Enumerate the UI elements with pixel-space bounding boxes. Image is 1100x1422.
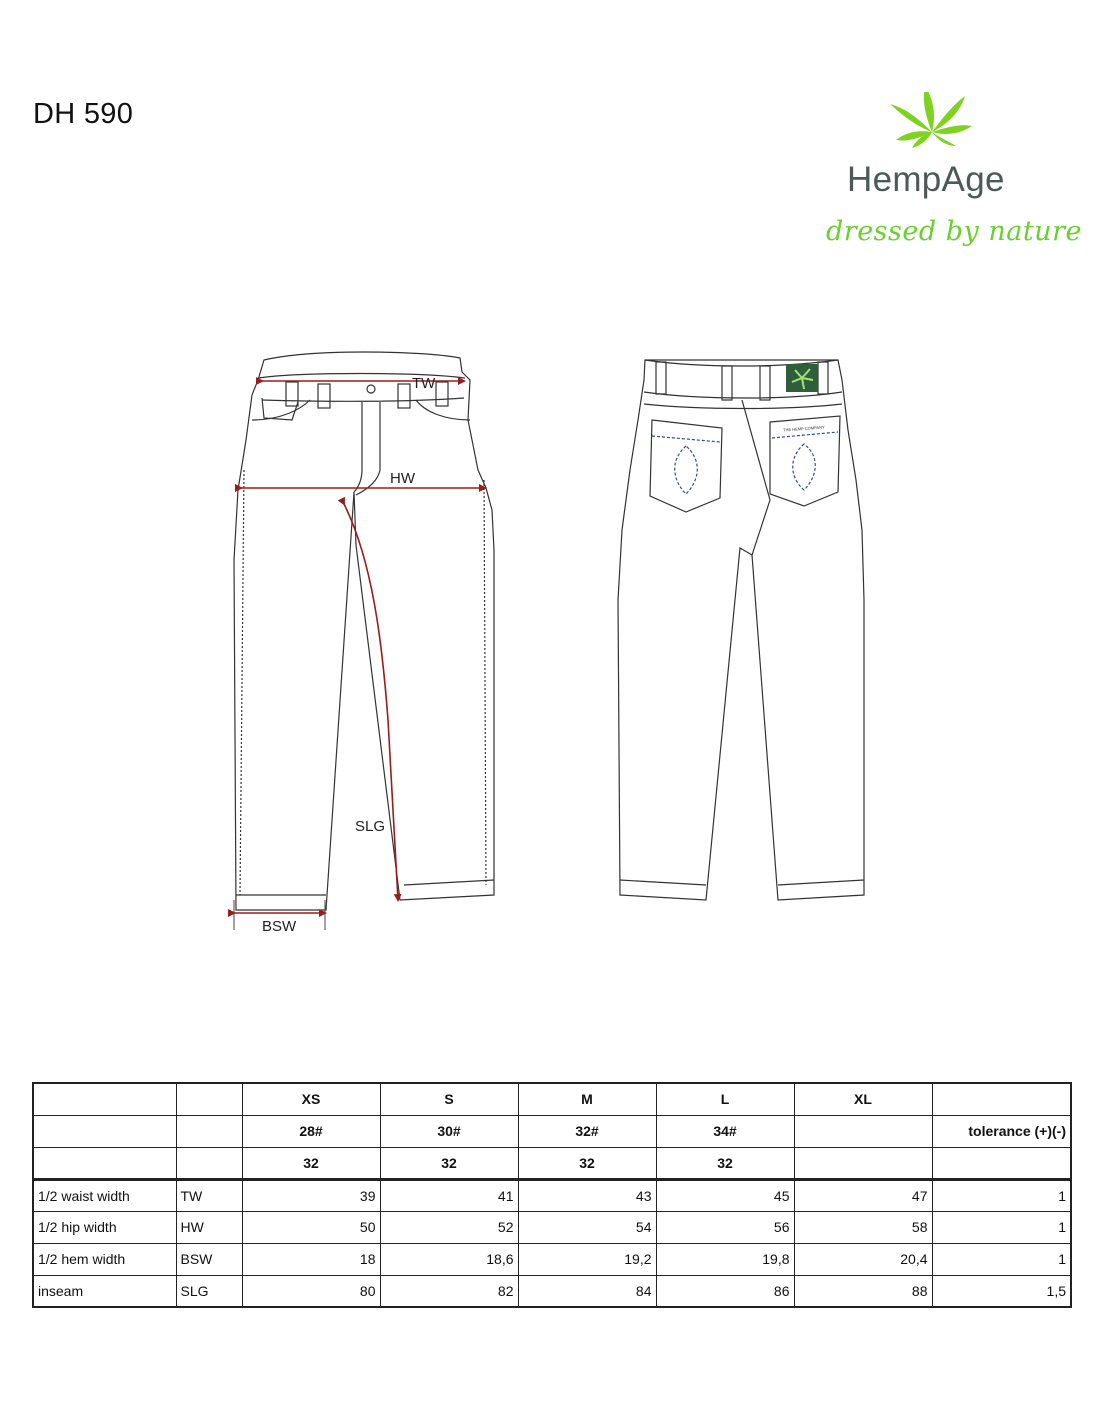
table-row [33, 1275, 1071, 1307]
waist-size-m: 32# [518, 1115, 656, 1147]
back-label-text: THE HEMP COMPANY [782, 424, 825, 433]
value-s: 41 [380, 1179, 518, 1211]
value-l: 86 [656, 1275, 794, 1307]
waist-size-xl [794, 1115, 932, 1147]
measurement-lines [234, 381, 485, 930]
measure-code: BSW [176, 1243, 242, 1275]
empty-cell [33, 1083, 176, 1115]
empty-cell [932, 1147, 1071, 1179]
value-s: 82 [380, 1275, 518, 1307]
measure-label: inseam [33, 1275, 176, 1307]
style-number: DH 590 [33, 98, 134, 130]
size-s: S [380, 1083, 518, 1115]
waist-size-l: 34# [656, 1115, 794, 1147]
waist-size-row [33, 1115, 1071, 1147]
value-m: 19,2 [518, 1243, 656, 1275]
empty-cell [33, 1115, 176, 1147]
size-header-row [33, 1083, 1071, 1115]
waist-size-s: 30# [380, 1115, 518, 1147]
value-s: 18,6 [380, 1243, 518, 1275]
tolerance-value: 1 [932, 1211, 1071, 1243]
value-xl: 88 [794, 1275, 932, 1307]
value-l: 56 [656, 1211, 794, 1243]
empty-cell [176, 1115, 242, 1147]
measure-code: SLG [176, 1275, 242, 1307]
label-tw: TW [412, 375, 436, 392]
value-l: 45 [656, 1179, 794, 1211]
value-xs: 18 [242, 1243, 380, 1275]
value-m: 54 [518, 1211, 656, 1243]
value-m: 43 [518, 1179, 656, 1211]
value-xs: 39 [242, 1179, 380, 1211]
empty-cell [176, 1147, 242, 1179]
brand-name: HempAge [847, 160, 1005, 199]
label-slg: SLG [355, 818, 386, 835]
measure-label: 1/2 hem width [33, 1243, 176, 1275]
measure-code: HW [176, 1211, 242, 1243]
size-l: L [656, 1083, 794, 1115]
tolerance-header: tolerance (+)(-) [932, 1115, 1071, 1147]
technical-drawing [0, 340, 1100, 960]
length-l: 32 [656, 1147, 794, 1179]
value-xl: 47 [794, 1179, 932, 1211]
length-xl [794, 1147, 932, 1179]
measure-label: 1/2 waist width [33, 1179, 176, 1211]
empty-cell [932, 1083, 1071, 1115]
value-xs: 50 [242, 1211, 380, 1243]
empty-cell [176, 1083, 242, 1115]
table-row [33, 1211, 1071, 1243]
tolerance-value: 1 [932, 1179, 1071, 1211]
back-view-trousers [618, 360, 864, 900]
label-bsw: BSW [262, 918, 297, 935]
length-s: 32 [380, 1147, 518, 1179]
value-xs: 80 [242, 1275, 380, 1307]
value-xl: 20,4 [794, 1243, 932, 1275]
size-xs: XS [242, 1083, 380, 1115]
size-m: M [518, 1083, 656, 1115]
empty-cell [33, 1147, 176, 1179]
measure-code: TW [176, 1179, 242, 1211]
size-xl: XL [794, 1083, 932, 1115]
hemp-tag-icon [786, 364, 818, 392]
value-m: 84 [518, 1275, 656, 1307]
length-m: 32 [518, 1147, 656, 1179]
measure-label: 1/2 hip width [33, 1211, 176, 1243]
value-s: 52 [380, 1211, 518, 1243]
length-row [33, 1147, 1071, 1179]
size-spec-table [32, 1082, 1072, 1308]
brand-tagline: dressed by nature [826, 216, 1082, 247]
value-l: 19,8 [656, 1243, 794, 1275]
value-xl: 58 [794, 1211, 932, 1243]
table-row [33, 1179, 1071, 1211]
label-hw: HW [390, 470, 415, 487]
tolerance-value: 1 [932, 1243, 1071, 1275]
waist-size-xs: 28# [242, 1115, 380, 1147]
length-xs: 32 [242, 1147, 380, 1179]
tolerance-value: 1,5 [932, 1275, 1071, 1307]
table-row [33, 1243, 1071, 1275]
